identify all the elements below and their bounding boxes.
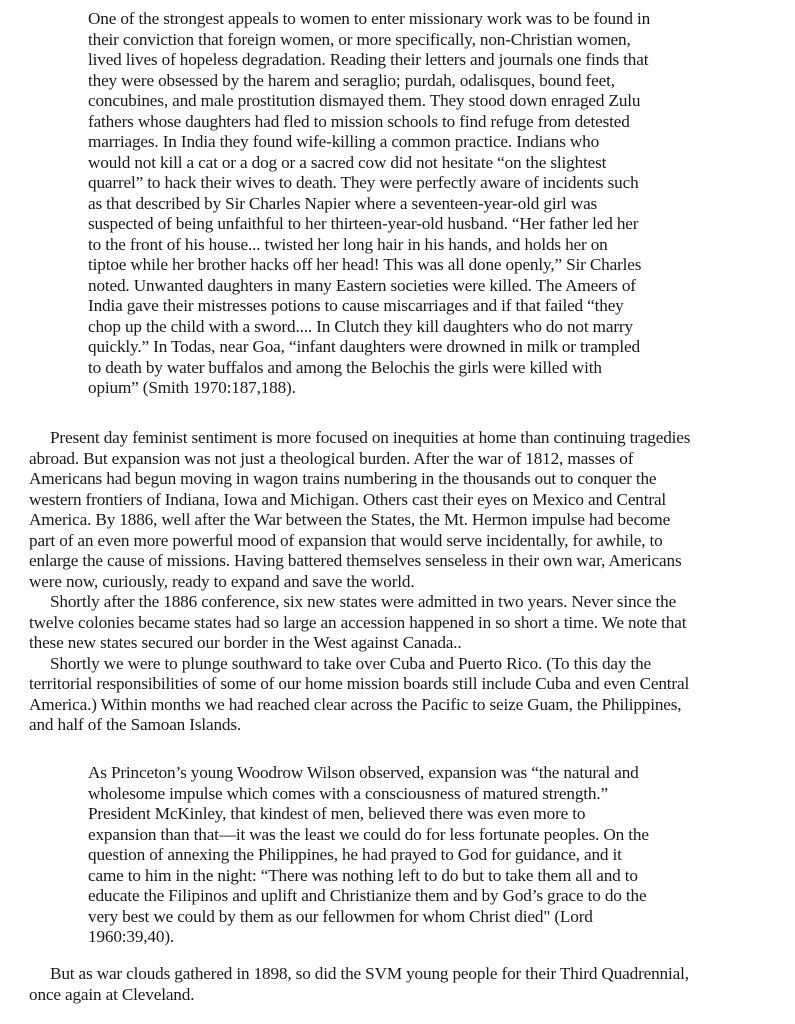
text-line: to the front of his house... twisted her long hair in his hands, and holds her on	[88, 234, 608, 254]
text-line: Present day feminist sentiment is more focused on inequities at home than continuing tragedies	[50, 428, 691, 447]
text-line: expansion than that—it was the least we could do for less fortunate peoples. On the	[88, 824, 649, 844]
text-line: lived lives of hopeless degradation. Reading their letters and journals one finds that	[88, 50, 649, 69]
text-line: America.) Within months we had reached clear across the Pacific to seize Guam, the Philippines,	[29, 694, 682, 714]
text-line: concubines, and male prostitution dismayed them. They stood down enraged Zulu	[88, 91, 641, 110]
text-line: One of the strongest appeals to women to enter missionary work was to be found in	[88, 9, 651, 28]
text-line: question of annexing the Philippines, he had prayed to God for guidance, and it	[88, 845, 622, 864]
text-line: these new states secured our border in the West against Canada..	[29, 633, 462, 652]
text-line: territorial responsibilities of some of our home mission boards still include Cuba and even Central	[29, 674, 690, 693]
text-line: suspected of being unfaithful to her thirteen-year-old husband. “Her father led her	[88, 214, 639, 233]
text-line: quickly.” In Todas, near Goa, “infant daughters were drowned in milk or trampled	[88, 337, 640, 356]
text-line: chop up the child with a sword.... In Clutch they kill daughters who do not marry	[88, 316, 633, 336]
text-line: India gave their mistresses potions to cause miscarriages and if that failed “they	[88, 296, 624, 315]
text-line: fathers whose daughters had fled to mission schools to find refuge from detested	[88, 111, 630, 131]
text-line: Shortly after the 1886 conference, six new states were admitted in two years. Never since the	[50, 592, 677, 611]
text-line: America. By 1886, well after the War between the States, the Mt. Hermon impulse had become	[29, 510, 671, 529]
text-line: noted. Unwanted daughters in many Eastern societies were killed. The Ameers of	[88, 275, 636, 295]
text-line: would not kill a cat or a dog or a sacred cow did not hesitate “on the slightest	[88, 152, 607, 172]
text-line: But as war clouds gathered in 1898, so did the SVM young people for their Third Quadrennial,	[50, 964, 689, 983]
text-line: tiptoe while her brother hacks off her head! This was all done openly,” Sir Charles	[88, 255, 642, 274]
text-line: enlarge the cause of missions. Having battered themselves senseless in their own war, Americans	[29, 551, 682, 570]
text-line: President McKinley, that kindest of men, believed there was even more to	[88, 804, 586, 823]
text-line: and half of the Samoan Islands.	[29, 715, 242, 734]
text-line: were now, curiously, ready to expand and save the world.	[29, 571, 415, 591]
text-line: quarrel” to hack their wives to death. They were perfectly aware of incidents such	[88, 173, 639, 192]
text-line: abroad. But expansion was not just a theological burden. After the war of 1812, masses of	[29, 448, 634, 468]
text-line: 1960:39,40).	[88, 927, 175, 946]
text-line: once again at Cleveland.	[29, 984, 195, 1004]
text-line: came to him in the night: “There was nothing left to do but to take them all and to	[88, 865, 638, 885]
text-line: opium” (Smith 1970:187,188).	[88, 378, 296, 397]
text-line: marriages. In India they found wife-killing a common practice. Indians who	[88, 132, 600, 151]
text-line: their conviction that foreign women, or more specifically, non-Christian women,	[88, 29, 631, 49]
text-line: As Princeton’s young Woodrow Wilson observed, expansion was “the natural and	[88, 763, 639, 782]
text-line: as that described by Sir Charles Napier where a seventeen-year-old girl was	[88, 193, 598, 213]
text-line: Shortly we were to plunge southward to take over Cuba and Puerto Rico. (To this day the	[50, 653, 652, 673]
text-line: they were obsessed by the harem and seraglio; purdah, odalisques, bound feet,	[88, 70, 615, 90]
text-line: educate the Filipinos and uplift and Christianize them and by God’s grace to do the	[88, 886, 647, 905]
text-line: western frontiers of Indiana, Iowa and Michigan. Others cast their eyes on Mexico and Central	[29, 489, 667, 509]
text-line: twelve colonies became states had so large an accession happened in so short a time. We note that	[29, 612, 687, 632]
text-line: wholesome impulse which comes with a consciousness of matured strength.”	[88, 783, 608, 803]
text-line: very best we could by them as our fellowmen for whom Christ died" (Lord	[88, 906, 593, 926]
text-line: Americans had begun moving in wagon trains numbering in the thousands out to conquer the	[29, 469, 657, 488]
text-line: to death by water buffalos and among the Belochis the girls were killed with	[88, 357, 602, 377]
text-line: part of an even more powerful mood of expansion that would serve incidentally, for awhile, to	[29, 530, 663, 550]
